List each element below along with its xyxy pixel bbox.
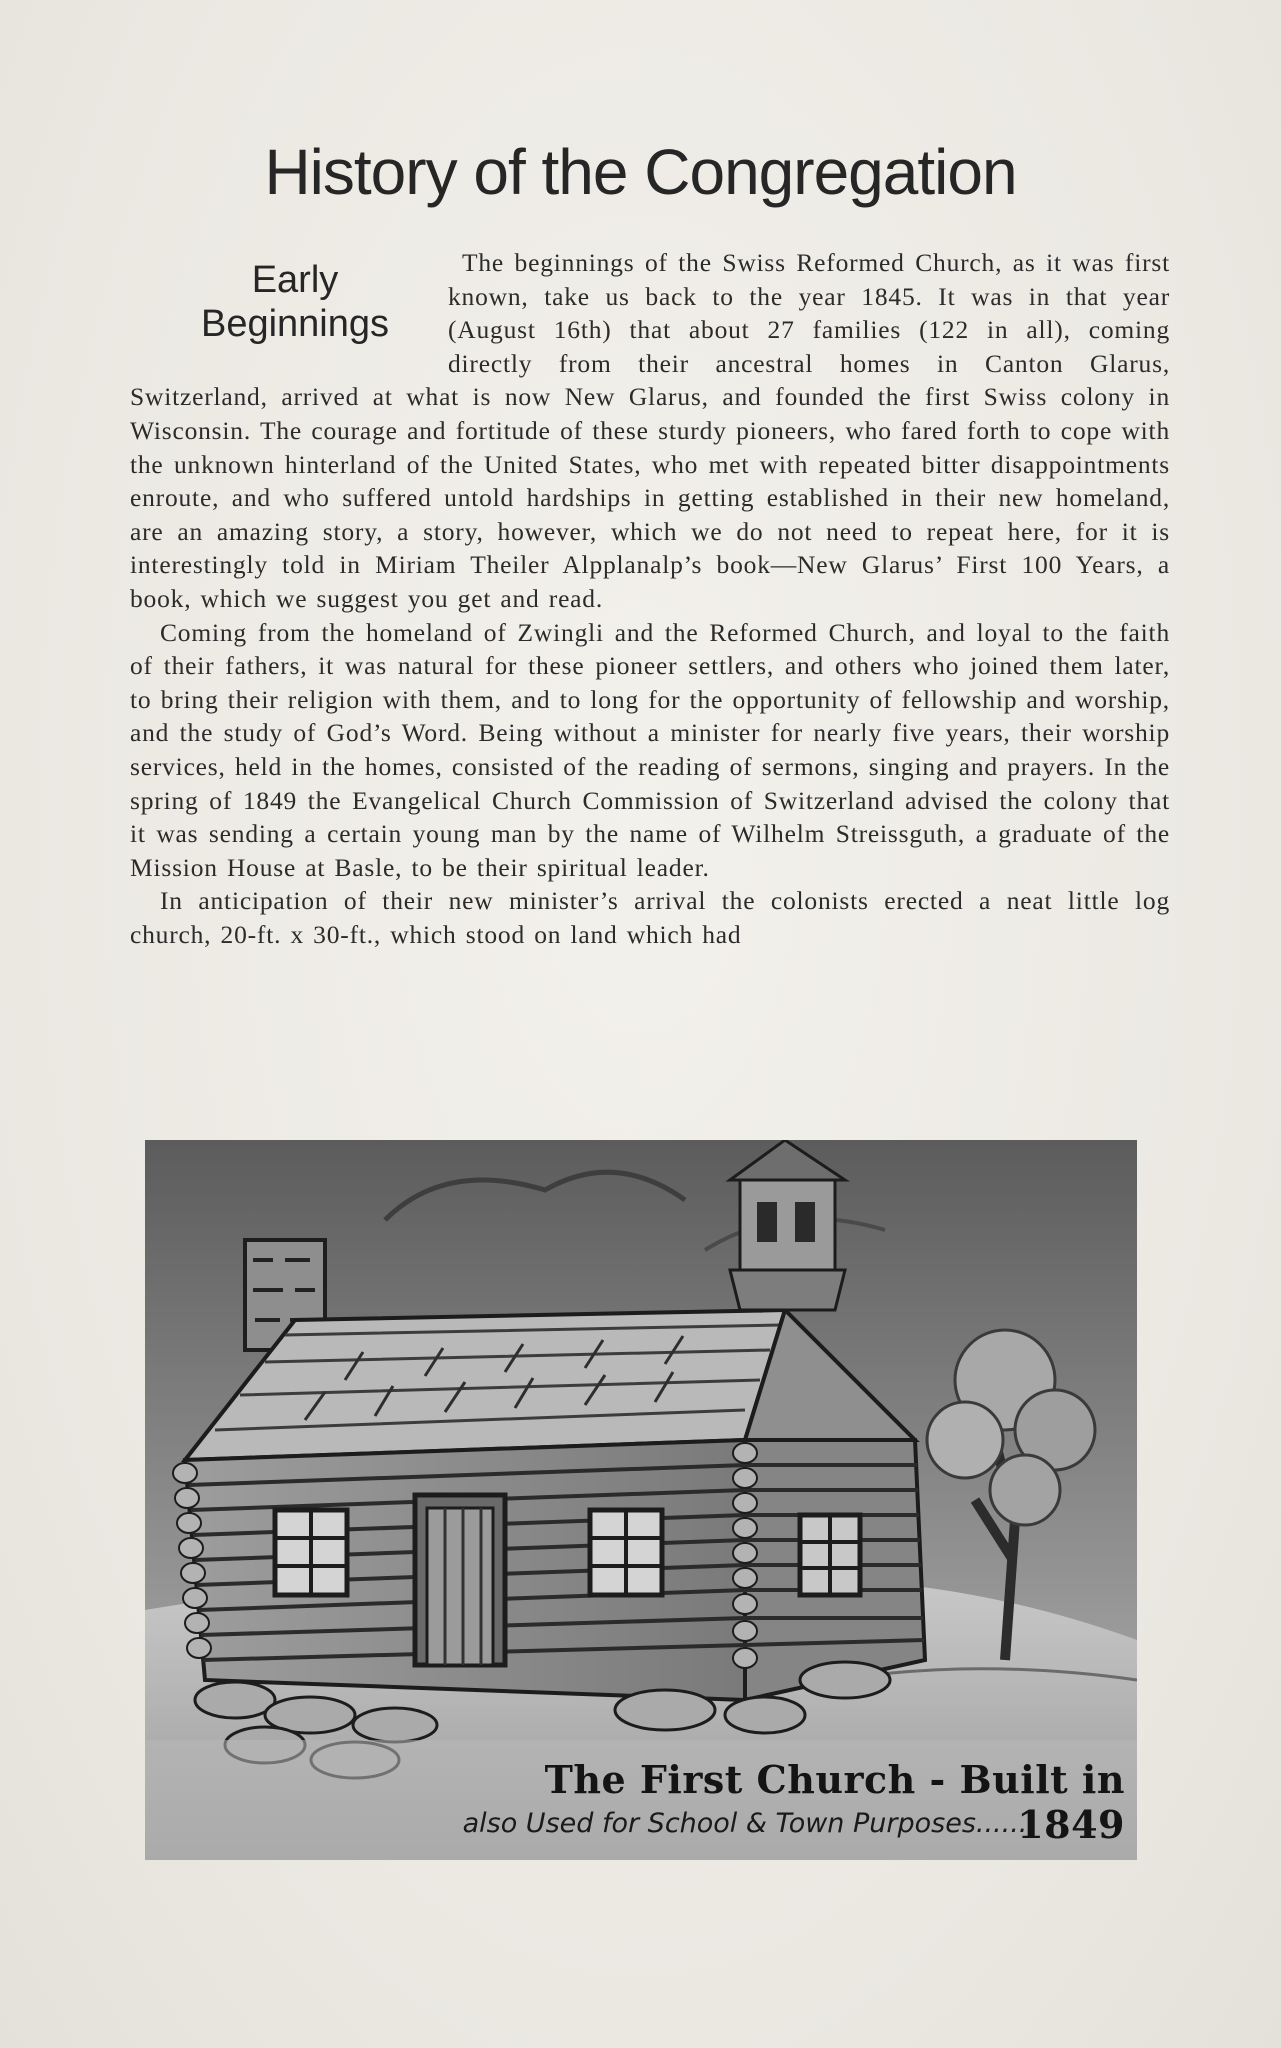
door xyxy=(415,1495,505,1665)
church-photo xyxy=(145,1140,1137,1860)
paragraph-2: Coming from the homeland of Zwingli and the Reformed Church, and loyal to the faith of their fathers, it was natural for these pioneer settlers, and others who joined them later, to bring their religion with them, and to long for the opportunity of fellowship and worship, and the study of God’s Word. Being without a minister for nearly five years, their worship services, held in the homes, consisted of the reading of sermons, singing and prayers. In the spring of 1849 the Evangelical Church Commission of Switzerland advised the colony that it was sending a certain young man by the name of Wilhelm Streissguth, a graduate of the Mission House at Basle, to be their spiritual leader. xyxy=(130,617,1170,882)
photo-caption-title: The First Church - Built in 1849 xyxy=(544,1757,1125,1847)
heading-spacer xyxy=(130,246,448,380)
paragraph-3: In anticipation of their new minister’s arrival the colonists erected a neat little log church, 20-ft. x 30-ft., which stood on land which had xyxy=(130,886,1170,949)
section-heading: Early Beginnings xyxy=(200,259,390,345)
log-church-illustration xyxy=(145,1140,1137,1860)
photo-caption-subtitle: also Used for School & Town Purposes...... xyxy=(462,1808,1028,1839)
page-title: History of the Congregation xyxy=(264,136,1017,208)
article-body xyxy=(130,246,1170,951)
paragraph-1-text: The beginnings of the Swiss Reformed Church, as it was first known, take us back to the year 1845. It was in that year (August 16th) that about 27 families (122 in all), coming directly from their ancestral homes in Canton Glarus, Switzerland, arrived at what is now New Glarus, and founded the first Swiss colony in Wisconsin. The courage and fortitude of these sturdy pioneers, who fared forth to cope with the unknown hinterland of the United States, who met with repeated bitter disappointments enroute, and who suffered untold hardships in getting established in their new homeland, are an amazing story, a story, however, which we do not need to repeat here, for it is interestingly told in Miriam Theiler Alpplanalp’s book—New Glarus’ First 100 Years, a book, which we suggest you get and read. xyxy=(130,248,1170,613)
